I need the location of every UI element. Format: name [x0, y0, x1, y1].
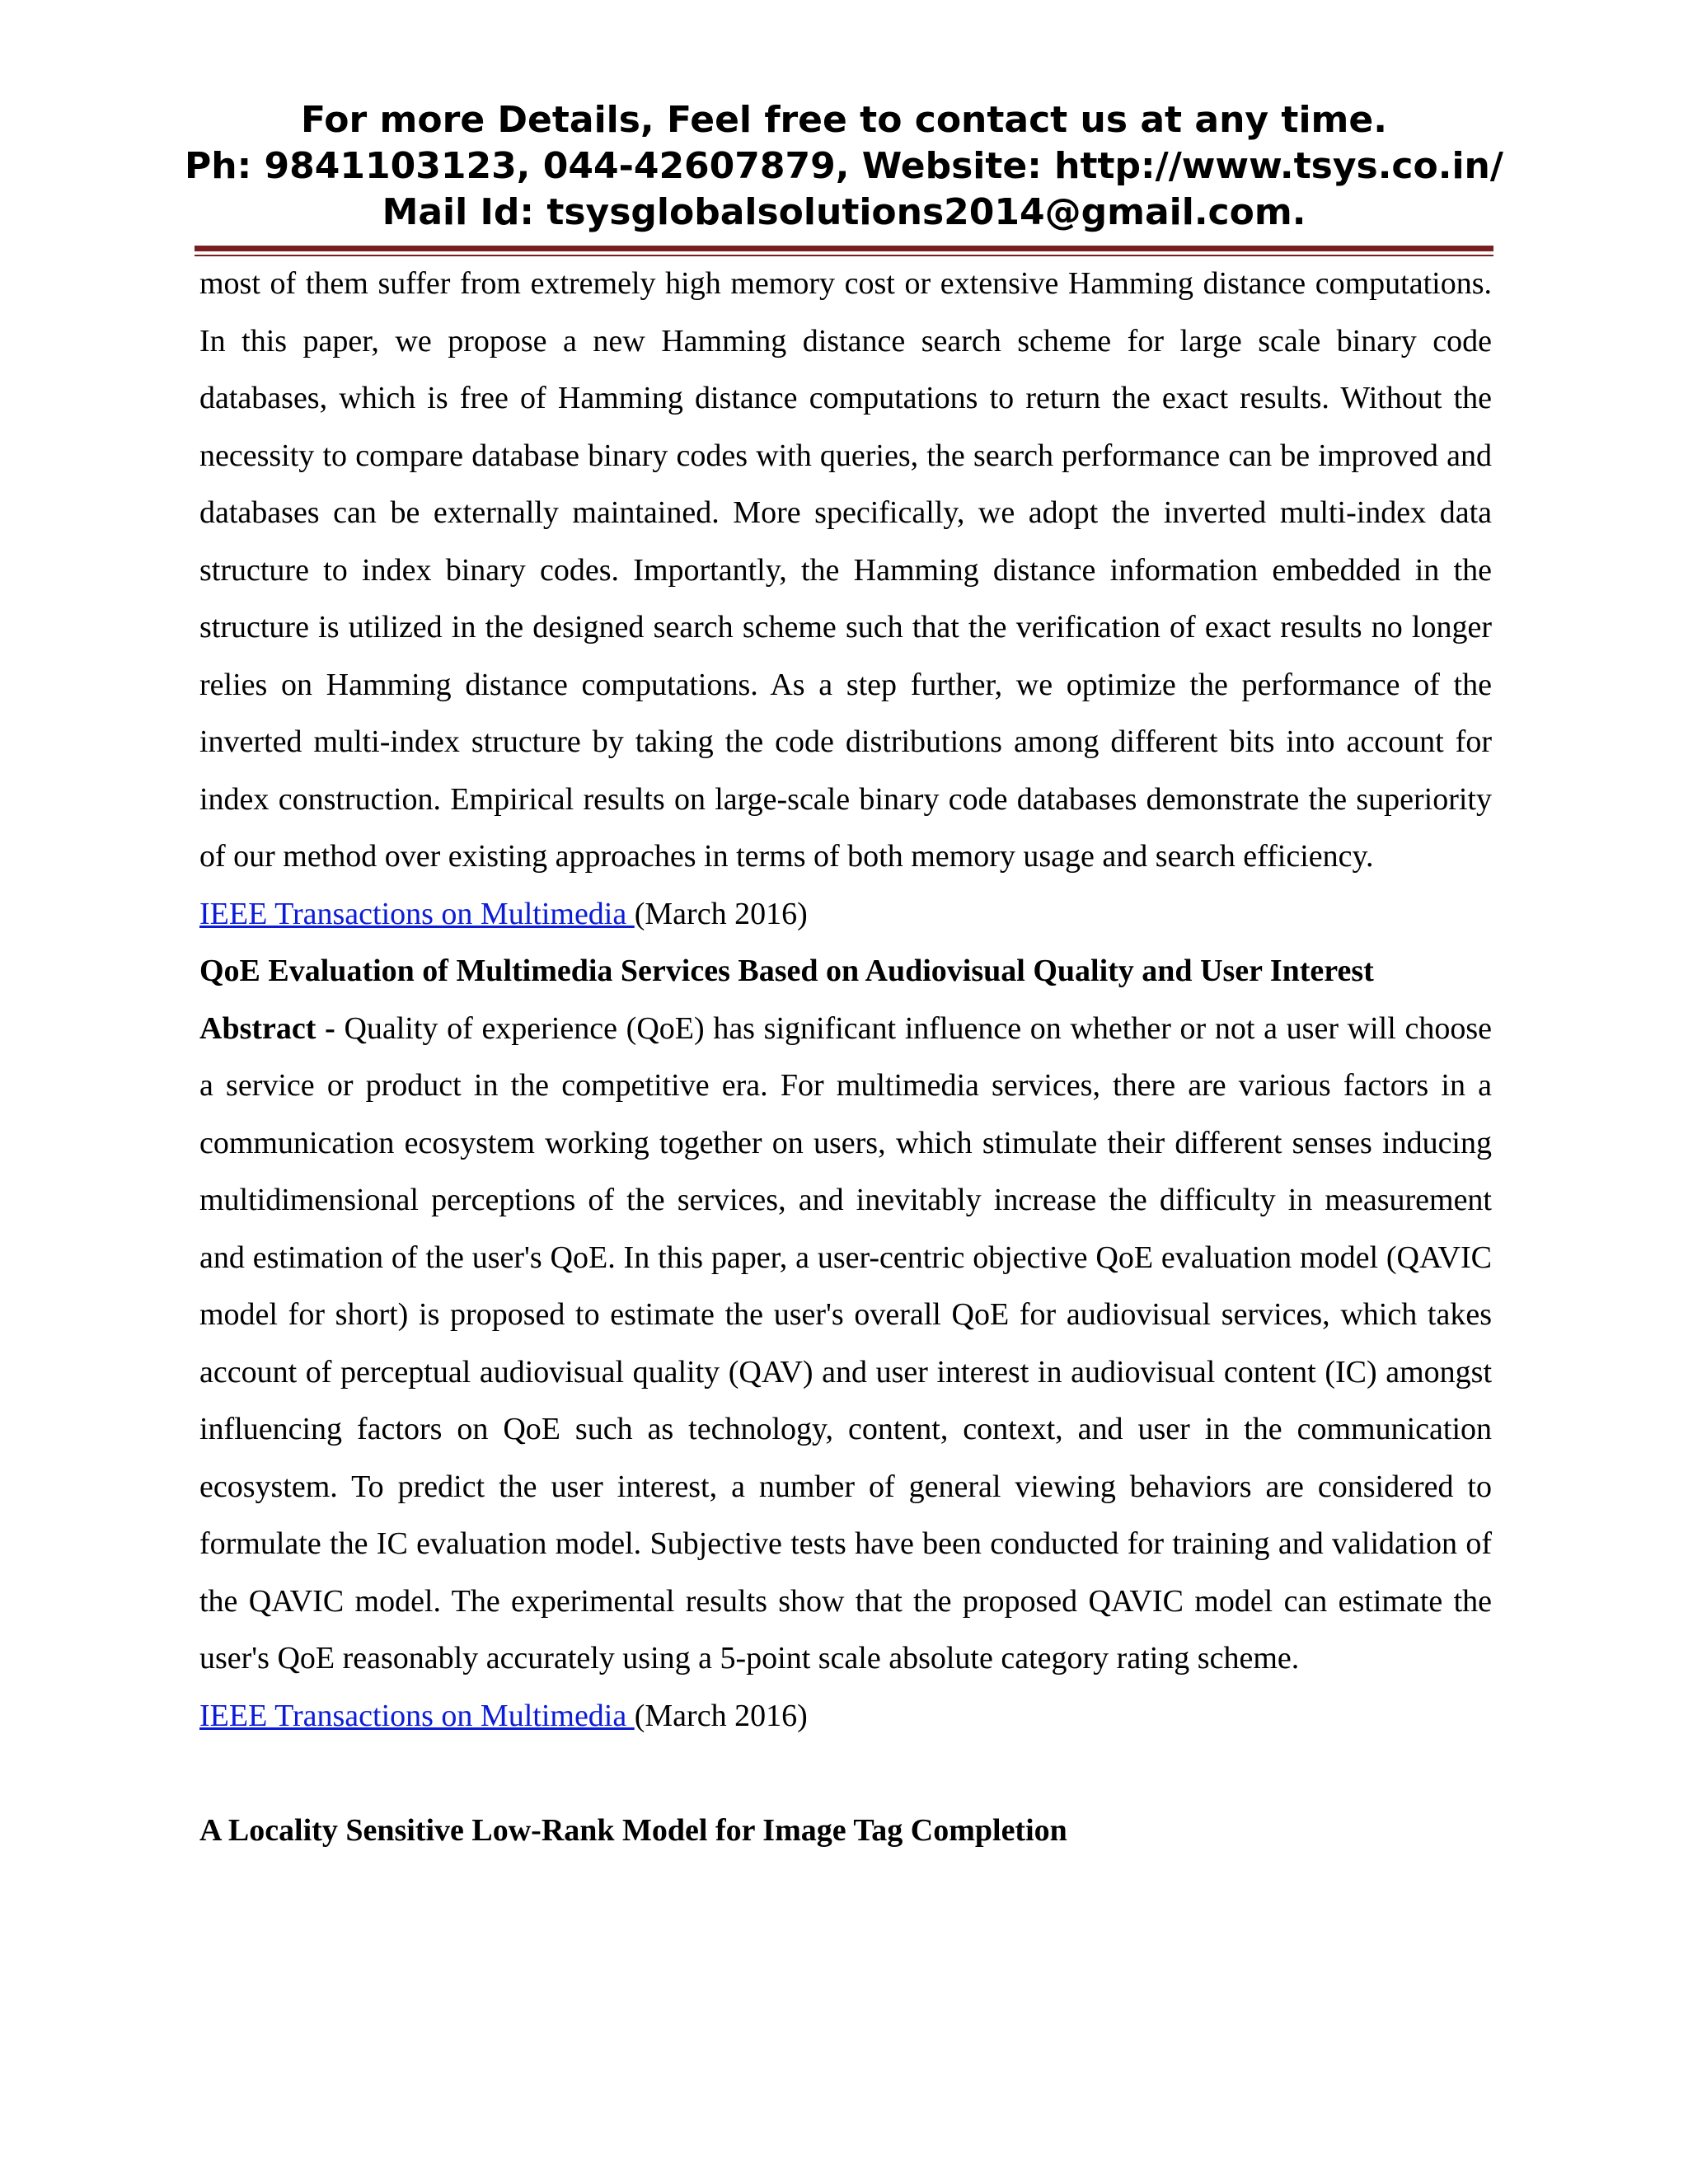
journal-link-2[interactable]: IEEE Transactions on Multimedia	[199, 1698, 635, 1733]
header-line-details: For more Details, Feel free to contact us at any time.	[301, 99, 1387, 141]
paragraph-spacer	[199, 1745, 1492, 1802]
document-body	[199, 255, 1492, 1859]
header-line-mail: Mail Id: tsysglobalsolutions2014@gmail.com.	[382, 191, 1306, 233]
abstract-qoe-text: Quality of experience (QoE) has significant influence on whether or not a user will choose a service or product in the competitive era. For multimedia services, there are various factors in a communication ecosystem working together on users, which stimulate their different senses inducing multidimensional perceptions of the services, and inevitably increase the difficulty in measurement and estimation of the user's QoE. In this paper, a user-centric objective QoE evaluation model (QAVIC model for short) is proposed to estimate the user's overall QoE for audiovisual services, which takes account of perceptual audiovisual quality (QAV) and user interest in audiovisual content (IC) amongst influencing factors on QoE such as technology, content, context, and user in the communication ecosystem. To predict the user interest, a number of general viewing behaviors are considered to formulate the IC evaluation model. Subjective tests have been conducted for training and validation of the QAVIC model. The experimental results show that the proposed QAVIC model can estimate the user's QoE reasonably accurately using a 5-point scale absolute category rating scheme.	[199, 1010, 1492, 1675]
header-divider-thick	[195, 246, 1493, 251]
continued-abstract: most of them suffer from extremely high memory cost or extensive Hamming distance computations. In this paper, we propose a new Hamming distance search scheme for large scale binary code databases, which is free of Hamming distance computations to return the exact results. Without the necessity to compare database binary codes with queries, the search performance can be improved and databases can be externally maintained. More specifically, we adopt the inverted multi-index data structure to index binary codes. Importantly, the Hamming distance information embedded in the structure is utilized in the designed search scheme such that the verification of exact results no longer relies on Hamming distance computations. As a step further, we optimize the performance of the inverted multi-index structure by taking the code distributions among different bits into account for index construction. Empirical results on large-scale binary code databases demonstrate the superiority of our method over existing approaches in terms of both memory usage and search efficiency.	[199, 266, 1492, 874]
abstract-qoe	[199, 1001, 1492, 1688]
contact-header	[0, 97, 1688, 236]
header-line-phone-website: Ph: 9841103123, 044-42607879, Website: http://www.tsys.co.in/	[185, 145, 1503, 187]
paper-title-qoe: QoE Evaluation of Multimedia Services Based on Audiovisual Quality and User Interest	[199, 954, 1374, 988]
journal-link-1[interactable]: IEEE Transactions on Multimedia	[199, 896, 635, 931]
source-line-2	[199, 1688, 1492, 1746]
source-date-1: (March 2016)	[634, 896, 808, 931]
source-line-1	[199, 886, 1492, 944]
abstract-label: Abstract -	[199, 1010, 345, 1046]
source-date-2: (March 2016)	[634, 1698, 808, 1733]
paper-title-tag-completion: A Locality Sensitive Low-Rank Model for Image Tag Completion	[199, 1812, 1067, 1848]
